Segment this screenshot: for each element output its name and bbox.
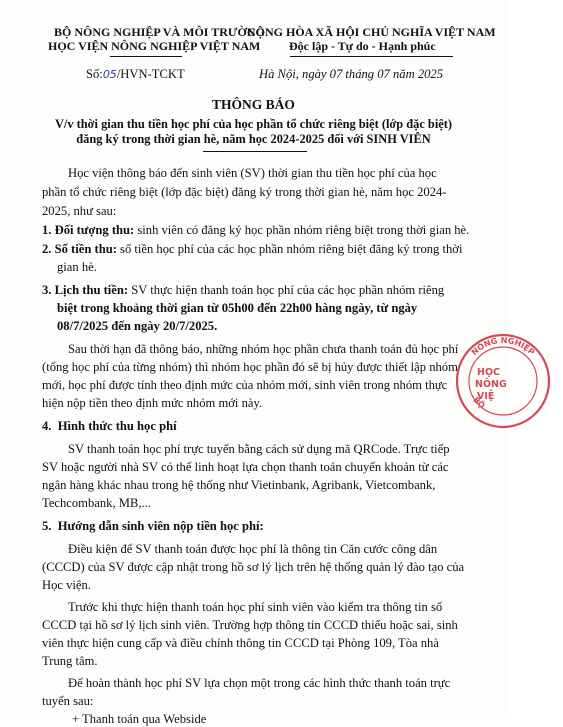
document-number: Số:05/HVN-TCKT: [86, 67, 185, 81]
seal-bottom-text: BỘ: [471, 395, 487, 411]
option-webside: + Thanh toán qua Webside: [72, 712, 207, 726]
item-2-line-2: gian hè.: [57, 260, 97, 274]
subject-line-2: đăng ký trong thời gian hè, năm học 2024-2025 đối với SINH VIÊN: [76, 132, 431, 146]
item-3-label: Lịch thu tiền:: [54, 283, 129, 297]
payment-method-line-4: Techcombank, MB,...: [42, 496, 151, 510]
subject-line-1: V/v thời gian thu tiền học phí của học phần tổ chức riêng biệt (lớp đặc biệt): [54, 117, 453, 131]
guide-p2-line-4: Trung tâm.: [42, 654, 98, 668]
guide-p2-line-1: Trước khi thực hiện thanh toán học phí sinh viên vào kiểm tra thông tin số: [68, 600, 443, 614]
institution-name: HỌC VIỆN NÔNG NGHIỆP VIỆT NAM: [48, 39, 261, 53]
guide-p1-line-1: Điều kiện để SV thanh toán được học phí là thông tin Căn cước công dân: [68, 542, 438, 556]
payment-method-line-1: SV thanh toán học phí trực tuyến bằng cách sử dụng mã QRCode. Trực tiếp: [68, 442, 450, 456]
deadline-para-line-1: Sau thời hạn đã thông báo, những nhóm học phần chưa thanh toán đủ học phí: [68, 342, 459, 356]
payment-method-line-2: SV hoặc người nhà SV có thể linh hoạt lựa chọn thanh toán chuyển khoản từ các: [42, 460, 449, 474]
item-4-label: Hình thức thu học phí: [57, 419, 177, 433]
nation-motto: Độc lập - Tự do - Hạnh phúc: [289, 39, 436, 53]
title-rule: [203, 151, 307, 152]
guide-p3-line-1: Để hoàn thành học phí SV lựa chọn một trong các hình thức thanh toán trực: [68, 676, 451, 690]
header-left-rule: [110, 56, 182, 57]
nation-title: CỘNG HÒA XÃ HỘI CHỦ NGHĨA VIỆT NAM: [247, 25, 496, 39]
item-3-line-2: biệt trong khoảng thời gian từ 05h00 đến 22h00 hàng ngày, từ ngày: [57, 301, 418, 315]
seal-inner-3: VIỆ: [477, 391, 495, 402]
deadline-para-line-4: hiện nộp tiền theo định mức nhóm mới này.: [42, 396, 263, 410]
guide-p2-line-3: viên thực hiện cung cấp và điều chỉnh thông tin CCCD tại Phòng 109, Tòa nhà: [42, 636, 439, 650]
item-1: 1. Đối tượng thu: sinh viên có đăng ký học phần nhóm riêng biệt trong thời gian hè.: [42, 223, 470, 237]
item-3: 3. Lịch thu tiền: SV thực hiện thanh toán học phí của các học phần nhóm riêng: [42, 283, 445, 297]
handwritten-number: 05: [102, 68, 117, 81]
intro-line-2: phần tổ chức riêng biệt (lớp đặc biệt) đăng ký trong thời gian hè, năm học 2024-: [42, 185, 447, 199]
guide-p3-line-2: tuyến sau:: [42, 694, 94, 708]
item-5-heading: 5. Hướng dẫn sinh viên nộp tiền học phí:: [42, 519, 264, 533]
deadline-para-line-2: (tổng học phí của từng nhóm) thì nhóm học phần đó sẽ bị hủy được thiết lập nhóm: [42, 360, 458, 374]
intro-line-1: Học viện thông báo đến sinh viên (SV) thời gian thu tiền học phí của học: [68, 166, 437, 180]
item-4-heading: 4. Hình thức thu học phí: [42, 419, 177, 433]
ministry-name: BỘ NÔNG NGHIỆP VÀ MÔI TRƯỜNG: [54, 25, 265, 39]
guide-p1-line-2: (CCCD) của SV được cập nhật trong hồ sơ lý lịch trên hệ thống quản lý đào tạo của: [42, 560, 465, 574]
header-right-rule: [290, 56, 453, 57]
item-2-label: Số tiền thu:: [54, 242, 117, 256]
item-5-label: Hướng dẫn sinh viên nộp tiền học phí:: [57, 519, 264, 533]
seal-arc-text: NÔNG NGHIỆP: [469, 335, 537, 358]
item-2: 2. Số tiền thu: số tiền học phí của các học phần nhóm riêng biệt đăng ký trong thời: [42, 242, 463, 256]
seal-stamp: [453, 331, 537, 431]
document-date: Hà Nội, ngày 07 tháng 07 năm 2025: [259, 67, 444, 81]
seal-inner-2: NÔNG: [475, 379, 507, 390]
item-1-label: Đối tượng thu:: [54, 223, 135, 237]
deadline-para-line-3: mới, học phí được tính theo định mức của nhóm mới, sinh viên trong nhóm thực: [42, 378, 448, 392]
payment-method-line-3: ngân hàng khác nhau trong hệ thống như Vietinbank, Agribank, Vietcombank,: [42, 478, 436, 492]
guide-p1-line-3: Học viện.: [42, 578, 91, 592]
item-3-line-3: 08/7/2025 đến ngày 20/7/2025.: [57, 319, 218, 333]
document-title: THÔNG BÁO: [212, 97, 295, 112]
guide-p2-line-2: CCCD tại hồ sơ lý lịch sinh viên. Trường hợp thông tin CCCD thiếu hoặc sai, sinh: [42, 618, 458, 632]
intro-line-3: 2025, như sau:: [42, 204, 117, 218]
seal-inner-1: HỌC: [477, 367, 500, 378]
seal-icon: [453, 331, 563, 431]
